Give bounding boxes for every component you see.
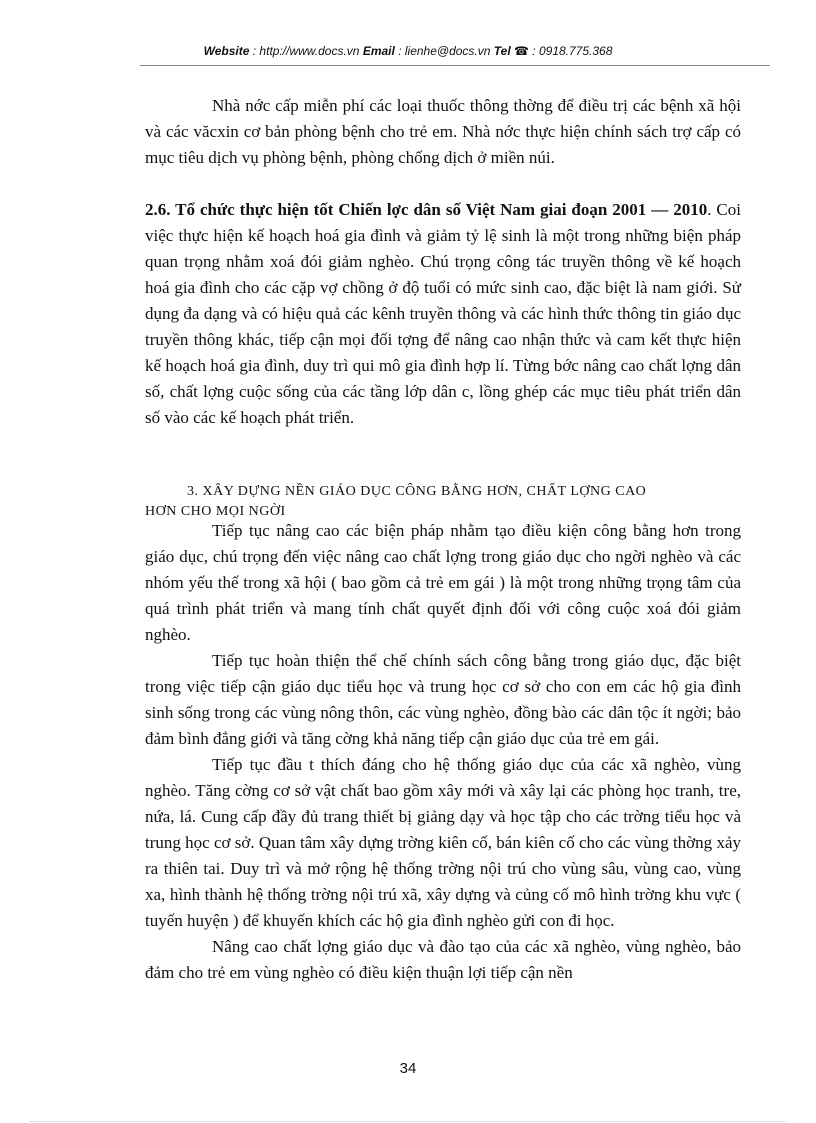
tel-label: Tel [493,44,511,58]
section-3-heading [145,482,741,522]
section-2-6-paragraph [145,197,741,431]
header-divider [140,65,770,66]
paragraph-3: Tiếp tục hoàn thiện thể chế chính sách công bằng trong giáo dục, đặc biệt trong việc tiếp cận giáo dục tiểu học và trung học cơ sở cho con em các hộ gia đình sinh sống trong các vùng nông thôn, các vùng nghèo, đồng bào các dân tộc ít ngời; bảo đảm bình đẳng giới và tăng cờng khả năng tiếp cận giáo dục của trẻ em gái. [145,651,741,748]
page-header [0,44,816,58]
website-label: Website [203,44,250,58]
section-3-body [145,518,741,986]
website-value: : http://www.docs.vn [252,44,360,58]
email-value: : lienhe@docs.vn [398,44,491,58]
tel-value: ☎ : 0918.775.368 [514,44,613,58]
paragraph-health [145,93,741,171]
section-3-heading-line2: HƠN CHO MỌI NGỜI [145,504,286,519]
section-2-6-body: . Coi việc thực hiện kế hoạch hoá gia đình và giảm tỷ lệ sinh là một trong những biện pháp quan trọng nhằm xoá đói giảm nghèo. Chú trọng công tác truyền thông về kế hoạch hoá gia đình cho các cặp vợ chồng ở độ tuổi có mức sinh cao, đặc biệt là nam giới. Sử dụng đa dạng và có hiệu quả các kênh truyền thông và các hình thức thông tin giáo dục truyền thông khác, tiếp cận mọi đối tợng để nâng cao nhận thức và cam kết thực hiện kế hoạch hoá gia đình, duy trì qui mô gia đình hợp lí. Từng bớc nâng cao chất lợng dân số, chất lợng cuộc sống của các tầng lớp dân c, lồng ghép các mục tiêu phát triển dân số vào các kế hoạch phát triển. [145,200,741,427]
section-3-heading-line1: 3. XÂY DỰNG NỀN GIÁO DỤC CÔNG BẰNG HƠN, CHẤT LỢNG CAO [187,484,647,499]
paragraph-5: Nâng cao chất lợng giáo dục và đào tạo của các xã nghèo, vùng nghèo, bảo đảm cho trẻ em vùng nghèo có điều kiện thuận lợi tiếp cận nền [145,937,741,982]
page-number: 34 [399,1060,417,1077]
email-label: Email [362,44,395,58]
paragraph-2: Tiếp tục nâng cao các biện pháp nhằm tạo điều kiện công bằng hơn trong giáo dục, chú trọng đến việc nâng cao chất lợng trong giáo dục cho ngời nghèo và các nhóm yếu thế trong xã hội ( bao gồm cả trẻ em gái ) là một trong những trọng tâm của quá trình phát triển và mang tính chất quyết định đối với công cuộc xoá đói giảm nghèo. [145,521,741,644]
section-2-6 [145,197,741,431]
paragraph-1: Nhà nớc cấp miễn phí các loại thuốc thông thờng để điều trị các bệnh xã hội và các văcxin cơ bản phòng bệnh cho trẻ em. Nhà nớc thực hiện chính sách trợ cấp có mục tiêu dịch vụ phòng bệnh, phòng chống dịch ở miền núi. [145,96,741,167]
section-2-6-title: 2.6. Tổ chức thực hiện tốt Chiến lợc dân số Việt Nam giai đoạn 2001 — 2010 [145,200,708,219]
bottom-divider [30,1121,786,1122]
paragraph-4: Tiếp tục đầu t thích đáng cho hệ thống giáo dục của các xã nghèo, vùng nghèo. Tăng cờng cơ sở vật chất bao gồm xây mới và xây lại các phòng học tranh, tre, nứa, lá. Cung cấp đầy đủ trang thiết bị giảng dạy và học tập cho các trờng tiểu học và trung học cơ sở. Quan tâm xây dựng trờng kiên cố, bán kiên cố cho các vùng thờng xảy ra thiên tai. Duy trì và mở rộng hệ thống trờng nội trú cho vùng sâu, vùng cao, vùng xa, hình thành hệ thống trờng nội trú xã, xây dựng và củng cố mô hình trờng khu vực ( tuyến huyện ) để khuyến khích các hộ gia đình nghèo gửi con đi học. [145,755,741,930]
